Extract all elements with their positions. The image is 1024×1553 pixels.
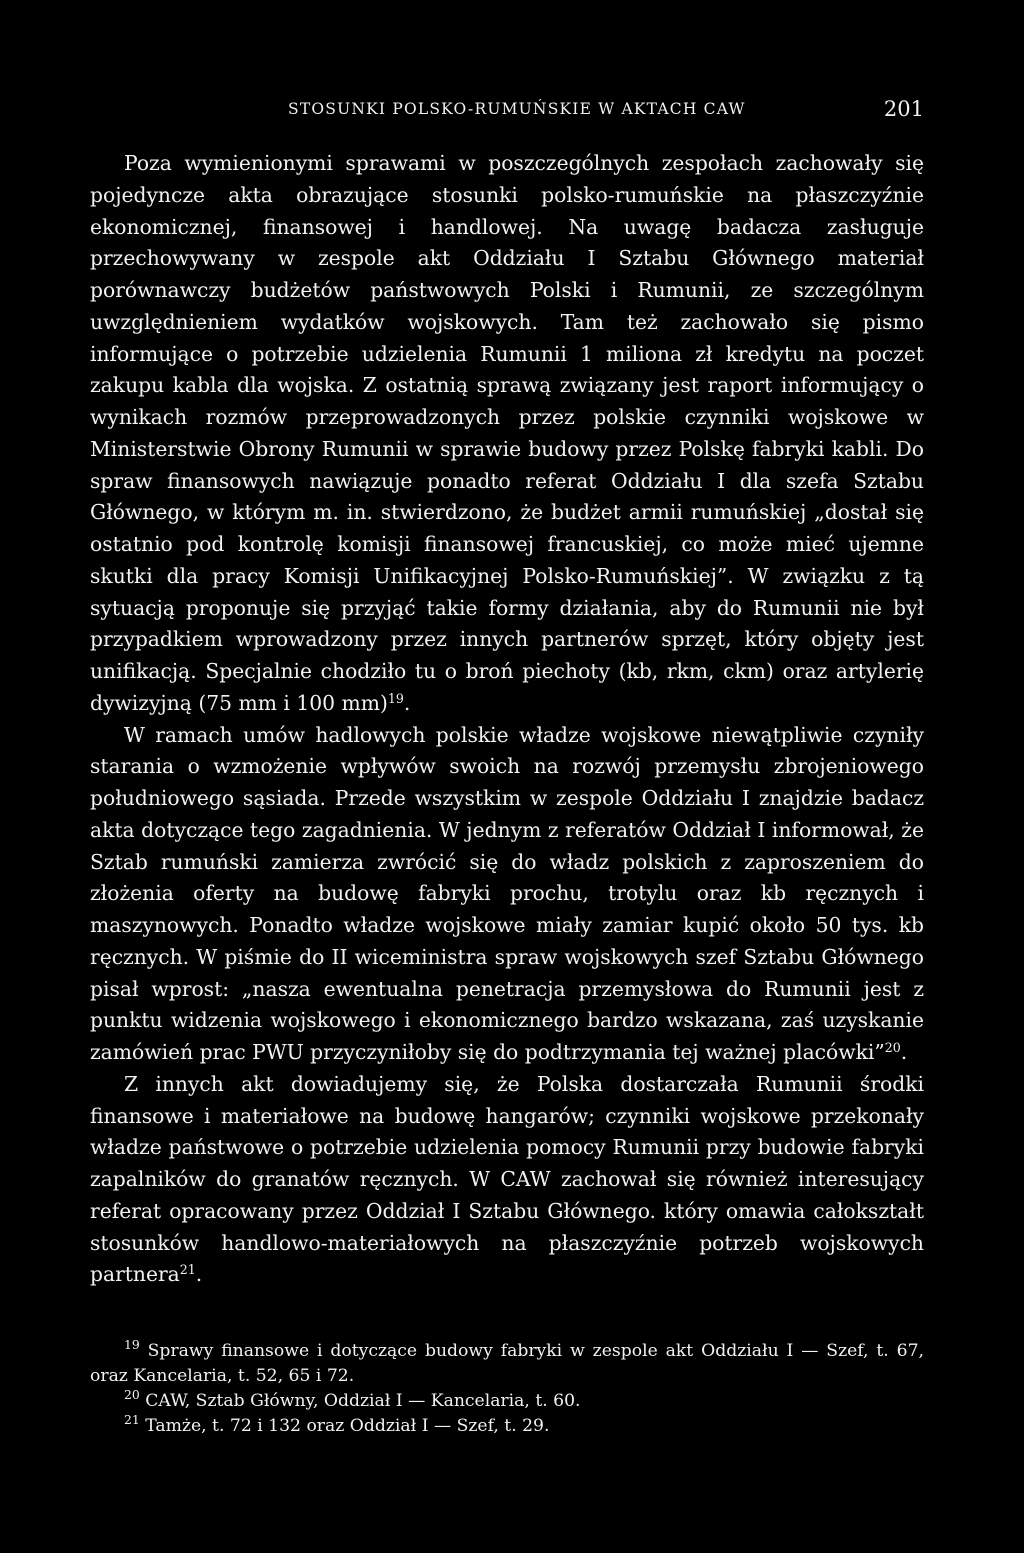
footnote-text: CAW, Sztab Główny, Oddział I — Kancelaria, t. 60.	[145, 1391, 581, 1411]
page-number: 201	[883, 97, 924, 121]
footnote-text: Sprawy finansowe i dotyczące budowy fabryki w zespole akt Oddziału I — Szef, t. 67, oraz Kancelaria, t. 52, 65 i 72.	[90, 1341, 925, 1386]
footnote-reference: 19	[387, 690, 404, 706]
footnote-mark: 19	[124, 1338, 140, 1353]
footnote-reference: 20	[884, 1040, 901, 1056]
footnote-mark: 21	[124, 1413, 140, 1428]
paragraph	[90, 148, 924, 720]
footnote	[90, 1339, 924, 1389]
paragraph-text: Poza wymienionymi sprawami w poszczególnych zespołach zachowały się pojedyncze akta obrazujące stosunki polsko-rumuńskie na płaszczyźnie ekonomicznej, finansowej i handlowej. Na uwagę badacza zasługuje przechowywany w zespole akt Oddziału I Sztabu Głównego materiał porównawczy budżetów państwowych Polski i Rumunii, ze szczególnym uwzględnieniem wydatków wojskowych. Tam też zachowało się pismo informujące o potrzebie udzielenia Rumunii 1 miliona zł kredytu na poczet zakupu kabla dla wojska. Z ostatnią sprawą związany jest raport informujący o wynikach rozmów przeprowadzonych przez polskie czynniki wojskowe w Ministerstwie Obrony Rumunii w sprawie budowy przez Polskę fabryki kabli. Do spraw finansowych nawiązuje ponadto referat Oddziału I dla szefa Sztabu Głównego, w którym m. in. stwierdzono, że budżet armii rumuńskiej „dostał się ostatnio pod kontrolę komisji finansowej francuskiej, co może mieć ujemne skutki dla pracy Komisji Unifikacyjnej Polsko-Rumuńskiej”. W związku z tą sytuacją proponuje się przyjąć takie formy działania, aby do Rumunii nie był przypadkiem wprowadzony przez innych partnerów sprzęt, który objęty jest unifikacją. Specjalnie chodziło tu o broń piechoty (kb, rkm, ckm) oraz artylerię dywizyjną (75 mm i 100 mm)	[90, 151, 924, 715]
footnote	[90, 1414, 924, 1439]
footnote-text: Tamże, t. 72 i 132 oraz Oddział I — Szef, t. 29.	[145, 1416, 550, 1436]
footnotes	[90, 1339, 924, 1439]
paragraph-end: .	[900, 1040, 908, 1064]
book-page	[90, 92, 924, 1439]
paragraph-text: Z innych akt dowiadujemy się, że Polska dostarczała Rumunii środki finansowe i materiałowe na budowę hangarów; czynniki wojskowe przekonały władze państwowe o potrzebie udzielenia pomocy Rumunii przy budowie fabryki zapalników do granatów ręcznych. W CAW zachował się również interesujący referat opracowany przez Oddział I Sztabu Głównego. który omawia całokształt stosunków handlowo-materiałowych na płaszczyźnie potrzeb wojskowych partnera	[90, 1071, 924, 1287]
footnote-mark: 20	[124, 1388, 140, 1403]
running-header	[90, 92, 924, 126]
footnote-reference: 21	[179, 1262, 196, 1278]
paragraph-end: .	[195, 1262, 203, 1287]
paragraph	[90, 720, 924, 1069]
main-text	[90, 148, 924, 1291]
paragraph-text: W ramach umów hadlowych polskie władze wojskowe niewątpliwie czyniły starania o wzmożenie wpływów swoich na rozwój przemysłu zbrojeniowego południowego sąsiada. Przede wszystkim w zespole Oddziału I znajdzie badacz akta dotyczące tego zagadnienia. W jednym z referatów Oddział I informował, że Sztab rumuński zamierza zwrócić się do władz polskich z zaproszeniem do złożenia oferty na budowę fabryki prochu, trotylu oraz kb ręcznych i maszynowych. Ponadto władze wojskowe miały zamiar kupić około 50 tys. kb ręcznych. W piśmie do II wiceministra spraw wojskowych szef Sztabu Głównego pisał wprost: „nasza ewentualna penetracja przemysłowa do Rumunii jest z punktu widzenia wojskowego i ekonomicznego bardzo wskazana, zaś uzyskanie zamówień prac PWU przyczyniłoby się do podtrzymania tej ważnej placówki”	[90, 722, 924, 1064]
footnote	[90, 1389, 924, 1414]
paragraph	[90, 1069, 924, 1291]
paragraph-end: .	[403, 690, 411, 715]
running-title: STOSUNKI POLSKO-RUMUŃSKIE W AKTACH CAW	[288, 100, 746, 118]
